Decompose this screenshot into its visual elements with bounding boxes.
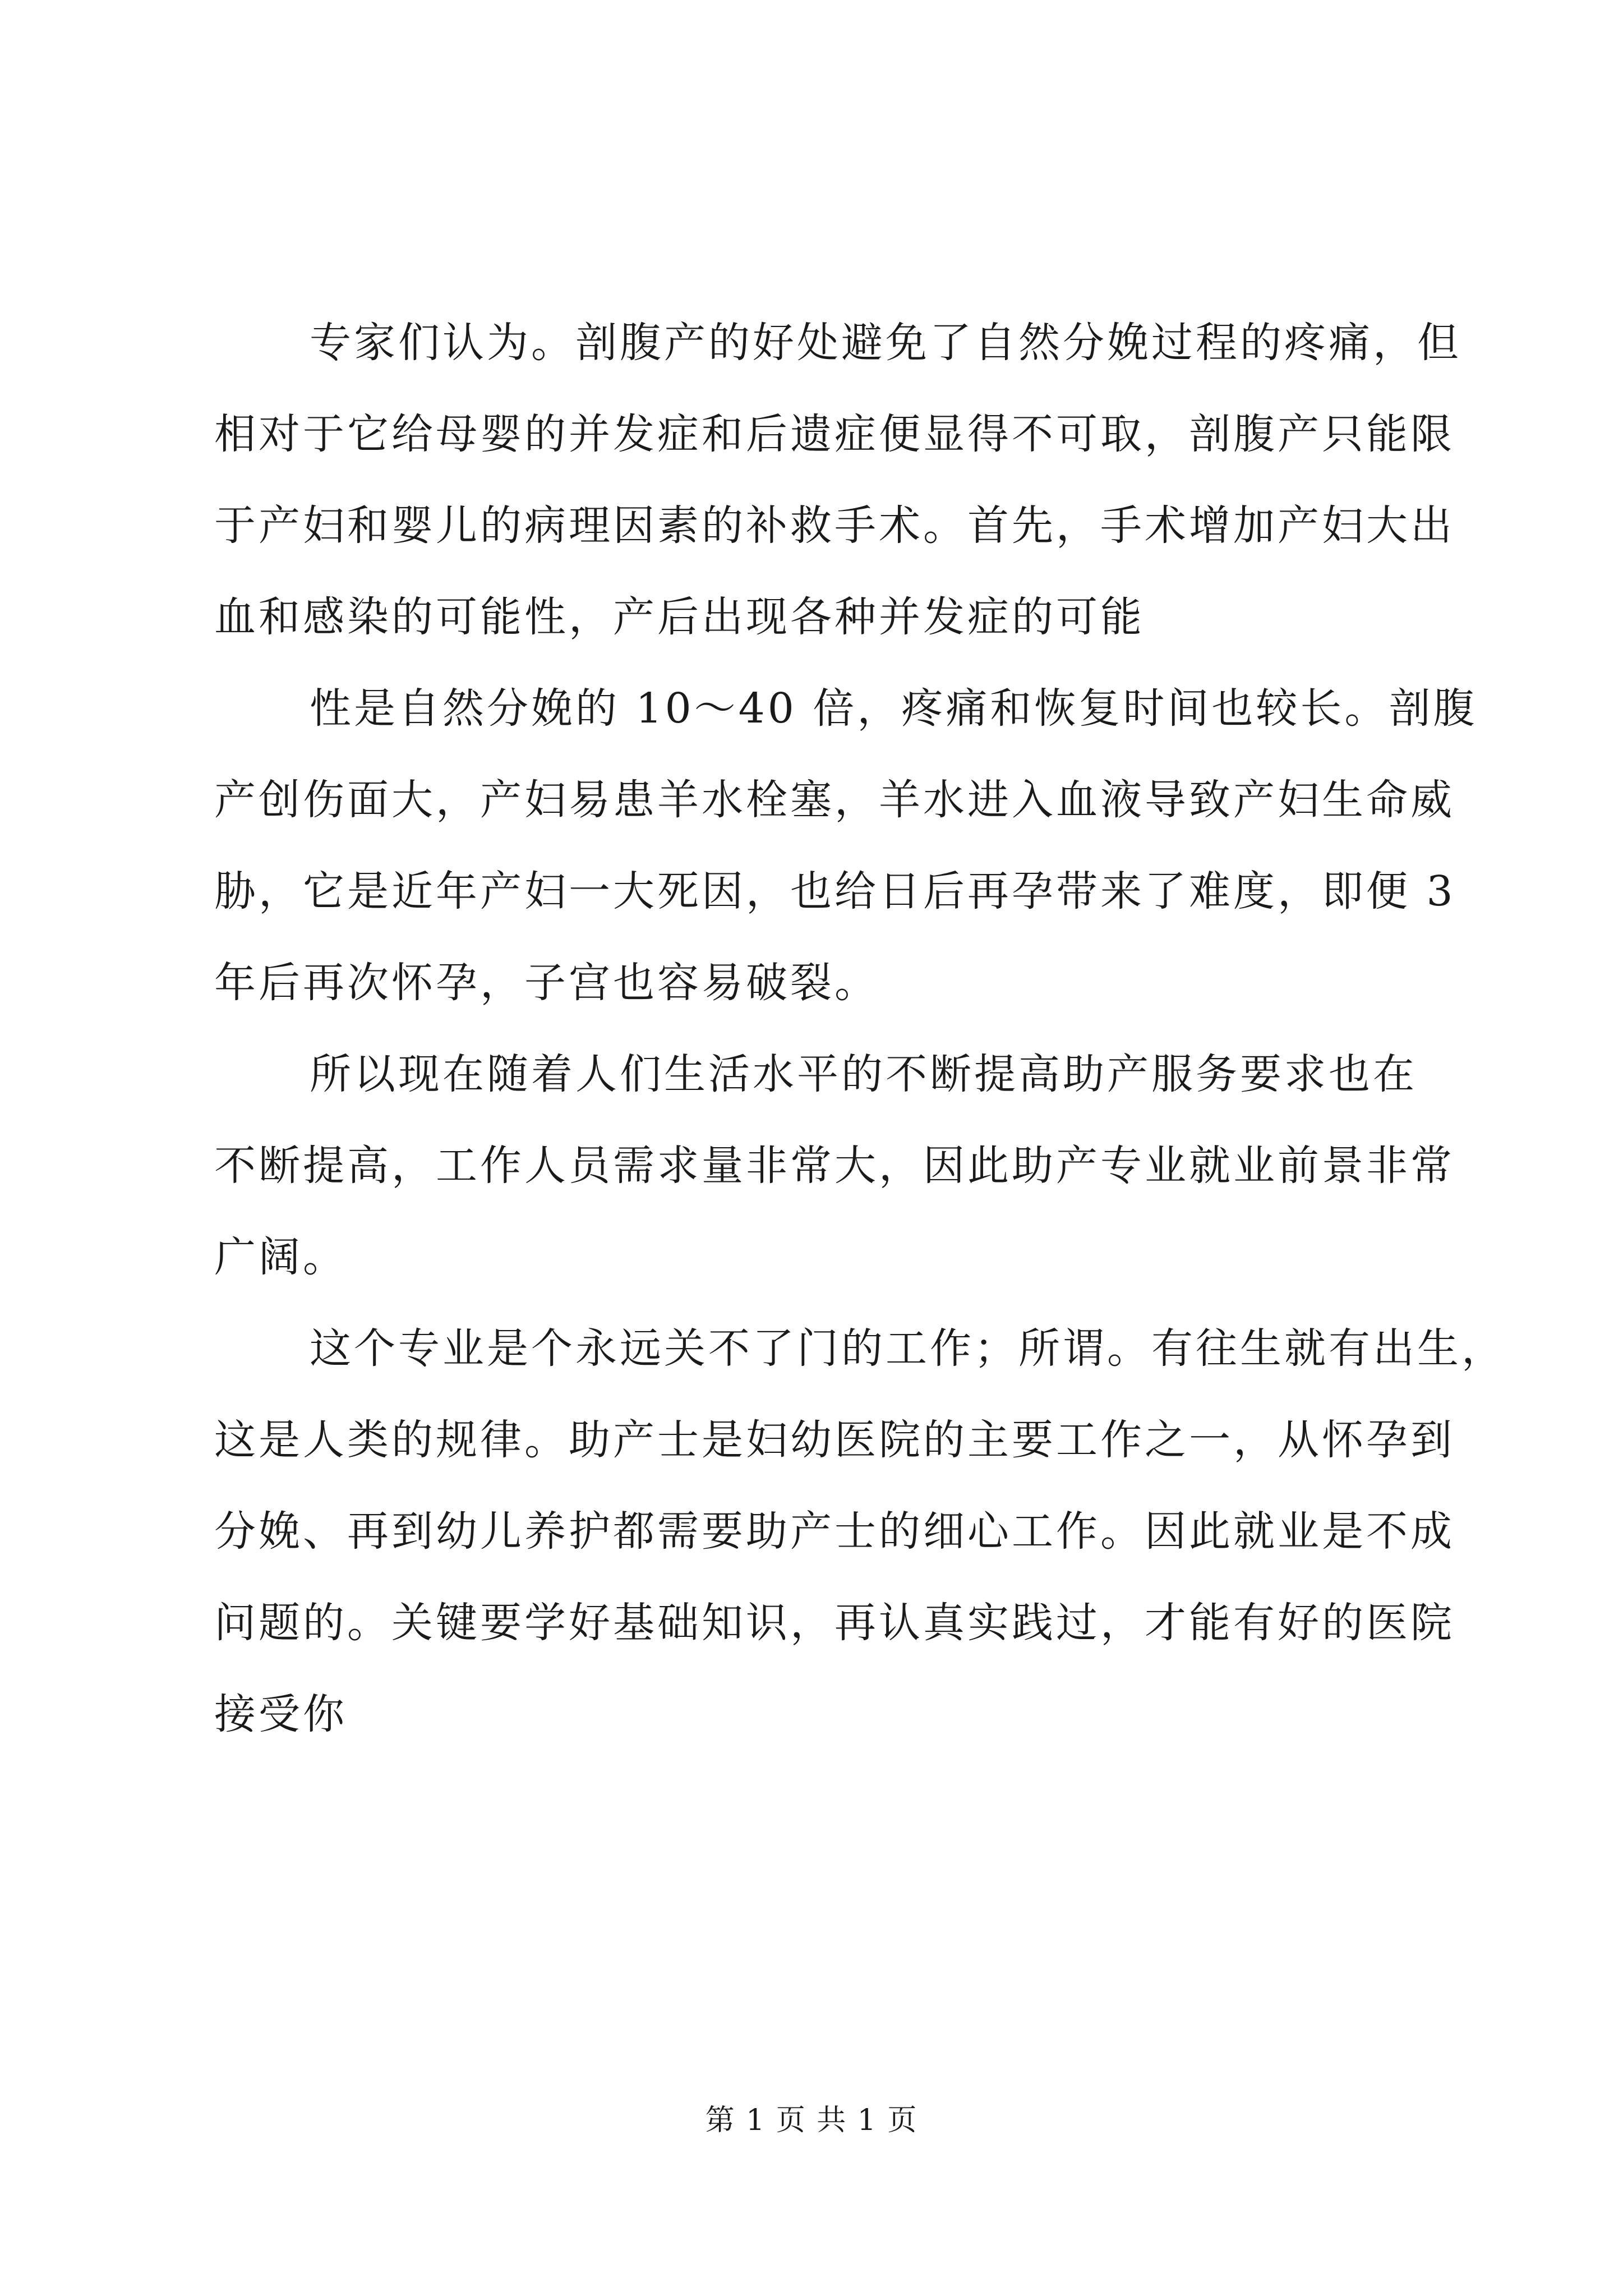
document-body bbox=[214, 297, 1506, 1760]
text-line: 分娩、再到幼儿养护都需要助产士的细心工作。因此就业是不成 bbox=[214, 1507, 1455, 1556]
paragraph-3 bbox=[214, 1029, 1455, 1303]
text-line: 专家们认为。剖腹产的好处避免了自然分娩过程的疼痛，但 bbox=[310, 319, 1461, 367]
text-line: 年后再次怀孕，子宫也容易破裂。 bbox=[214, 959, 879, 1007]
text-line: 胁，它是近年产妇一大死因，也给日后再孕带来了难度，即便 3 bbox=[214, 867, 1456, 915]
text-line: 血和感染的可能性，产后出现各种并发症的可能 bbox=[214, 593, 1145, 641]
text-line: 广阔。 bbox=[214, 1233, 347, 1281]
text-line: 所以现在随着人们生活水平的不断提高助产服务要求也在 bbox=[310, 1050, 1417, 1098]
text-line: 性是自然分娩的 10～40 倍，疼痛和恢复时间也较长。剖腹 bbox=[310, 684, 1478, 733]
paragraph-1 bbox=[214, 297, 1461, 663]
text-line: 接受你 bbox=[214, 1690, 347, 1738]
text-line: 这个专业是个永远关不了门的工作；所谓。有往生就有出生， bbox=[310, 1324, 1506, 1373]
text-line: 这是人类的规律。助产士是妇幼医院的主要工作之一，从怀孕到 bbox=[214, 1416, 1455, 1464]
page-number-footer: 第 1 页 共 1 页 bbox=[705, 2104, 918, 2137]
text-line: 产创伤面大，产妇易患羊水栓塞，羊水进入血液导致产妇生命威 bbox=[214, 776, 1455, 824]
text-line: 相对于它给母婴的并发症和后遗症便显得不可取，剖腹产只能限 bbox=[214, 410, 1455, 458]
text-line: 于产妇和婴儿的病理因素的补救手术。首先，手术增加产妇大出 bbox=[214, 501, 1455, 550]
paragraph-4 bbox=[214, 1303, 1506, 1760]
text-line: 问题的。关键要学好基础知识，再认真实践过，才能有好的医院 bbox=[214, 1599, 1455, 1647]
text-line: 不断提高，工作人员需求量非常大，因此助产专业就业前景非常 bbox=[214, 1142, 1455, 1190]
paragraph-2 bbox=[214, 663, 1478, 1029]
